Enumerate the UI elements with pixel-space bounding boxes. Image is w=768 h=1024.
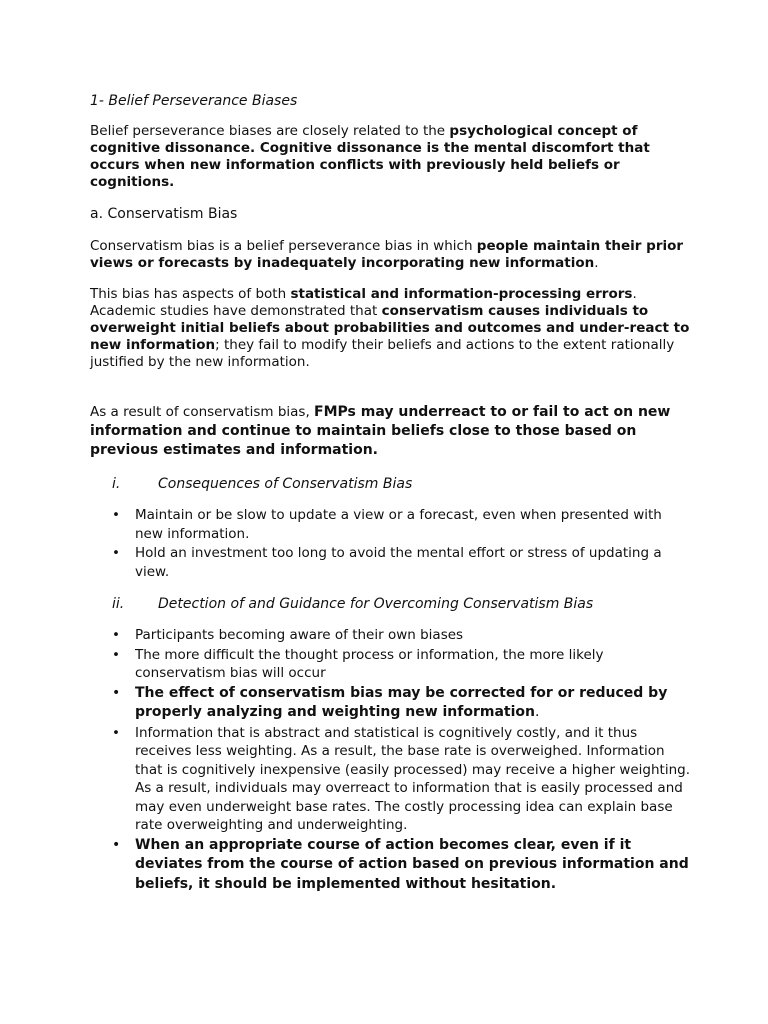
- list-item: [90, 506, 690, 543]
- list-item: [90, 724, 690, 835]
- detection-number: ii.: [112, 596, 125, 612]
- list-item: [90, 646, 690, 683]
- result-text: As a result of conservatism bias,: [90, 404, 315, 420]
- section-title: 1- Belief Perseverance Biases: [90, 93, 298, 109]
- conservatism-result: [90, 403, 690, 460]
- list-item-text: Hold an investment too long to avoid the mental effort or stress of updating a view.: [135, 545, 662, 580]
- aspects-bold-1: statistical and information-processing errors: [290, 286, 633, 302]
- list-item-text: Information that is abstract and statistical is cognitively costly, and it thus receives less weighting. As a result, the base rate is overweighed. Information that is cognitively inexpensive (easily processed) may receive a higher weighting. As a result, individuals may overreact to information that is easily processed and may even underweight base rates. The costly processing idea can explain base rate overweighting and underweighting.: [135, 724, 691, 833]
- bullet-icon: •: [112, 684, 121, 701]
- aspects-text-1: This bias has aspects of both: [90, 286, 291, 302]
- bullet-icon: •: [112, 627, 120, 643]
- list-item: [90, 836, 690, 895]
- detection-title: Detection of and Guidance for Overcoming Conservatism Bias: [158, 596, 594, 612]
- list-item-text: The more difficult the thought process or information, the more likely conservatism bias will occur: [135, 646, 604, 681]
- consequences-list: [90, 506, 690, 581]
- consequences-heading: [90, 475, 690, 493]
- consequences-title: Consequences of Conservatism Bias: [158, 476, 413, 492]
- def-end: .: [594, 255, 599, 271]
- list-item-text: Participants becoming aware of their own biases: [135, 627, 464, 643]
- aspects-text-2: . Academic studies have demonstrated that: [90, 286, 637, 319]
- bullet-icon: •: [112, 836, 121, 853]
- aspects-bold-2: conservatism causes individuals to overweight initial beliefs about probabilities and outcomes and under-react to new information: [90, 303, 690, 353]
- bullet-icon: •: [112, 724, 120, 741]
- def-bold: people maintain their prior views or forecasts by inadequately incorporating new information: [90, 238, 684, 271]
- aspects-text-3: ; they fail to modify their beliefs and actions to the extent rationally justified by the new information.: [90, 337, 675, 370]
- bullet-icon: •: [112, 646, 120, 663]
- list-item-end: .: [535, 704, 540, 720]
- conservatism-aspects: [90, 286, 690, 371]
- conservatism-heading: a. Conservatism Bias: [90, 206, 238, 222]
- intro-paragraph: [90, 123, 690, 191]
- intro-bold: psychological concept of cognitive dissonance. Cognitive dissonance is the mental discomfort that occurs when new information conflicts with previously held beliefs or cognitions.: [90, 123, 650, 190]
- detection-list: [90, 626, 690, 894]
- detection-heading: [90, 595, 690, 613]
- result-bold: FMPs may underreact to or fail to act on new information and continue to maintain beliefs close to those based on previous estimates and information.: [90, 404, 671, 458]
- list-item-text: Maintain or be slow to update a view or a forecast, even when presented with new information.: [135, 507, 662, 542]
- bullet-icon: •: [112, 507, 120, 523]
- def-text: Conservatism bias is a belief perseverance bias in which: [90, 238, 477, 254]
- list-item: [90, 544, 690, 581]
- document-page: [90, 92, 690, 908]
- intro-text: Belief perseverance biases are closely related to the: [90, 123, 450, 139]
- list-item-bold: The effect of conservatism bias may be corrected for or reduced by properly analyzing and weighting new information: [135, 684, 668, 720]
- list-item: [90, 626, 690, 645]
- consequences-number: i.: [112, 476, 121, 492]
- list-item-bold: When an appropriate course of action becomes clear, even if it deviates from the course of action based on previous information and beliefs, it should be implemented without hesitation.: [135, 836, 689, 892]
- list-item: [90, 684, 690, 723]
- bullet-icon: •: [112, 545, 120, 561]
- conservatism-definition: [90, 238, 690, 272]
